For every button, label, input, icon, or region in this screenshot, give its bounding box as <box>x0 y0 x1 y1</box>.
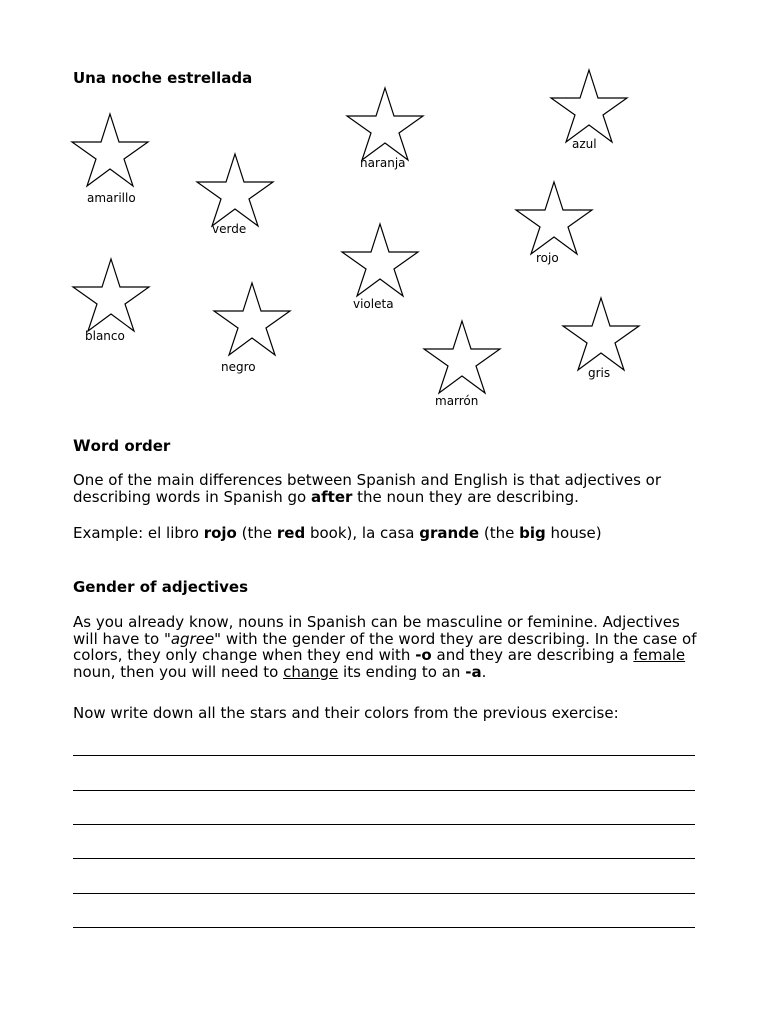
star-label-blanco: blanco <box>85 329 125 343</box>
word-order-text-end: the noun they are describing. <box>352 487 579 506</box>
example-grande: grande <box>419 524 480 542</box>
gender-a: a <box>471 662 482 681</box>
writing-line[interactable] <box>73 927 695 928</box>
star-icon <box>561 296 641 372</box>
star-icon <box>212 281 292 357</box>
star-icon <box>340 222 420 298</box>
gender-agree: "agree" <box>163 629 222 648</box>
example-text: Example: el libro <box>73 524 204 542</box>
star-icon <box>549 68 629 144</box>
example-rojo: rojo <box>203 524 237 542</box>
star-icon <box>195 152 275 228</box>
gender-paragraph <box>73 614 703 680</box>
star-label-violeta: violeta <box>353 297 394 311</box>
word-order-paragraph <box>73 472 713 505</box>
writing-line[interactable] <box>73 858 695 859</box>
example-text: (the <box>479 524 520 542</box>
example-red: red <box>276 524 306 542</box>
example-text: house) <box>545 524 602 542</box>
gender-dash: - <box>465 662 472 681</box>
instruction-text: Now write down all the stars and their colors from the previous exercise: <box>73 704 619 722</box>
writing-line[interactable] <box>73 755 695 756</box>
star-label-marron: marrón <box>435 394 479 408</box>
writing-line[interactable] <box>73 893 695 894</box>
star-label-rojo: rojo <box>536 251 559 265</box>
star-icon <box>422 319 502 395</box>
star-label-negro: negro <box>221 360 256 374</box>
star-label-amarillo: amarillo <box>87 191 136 205</box>
star-label-verde: verde <box>212 222 247 236</box>
word-order-text: One of the main differences between Spanish and English is that adjectives or describing words in Spanish go <box>73 471 662 506</box>
star-icon <box>70 112 150 188</box>
example-big: big <box>519 524 546 542</box>
gender-female: female <box>633 646 686 664</box>
gender-heading: Gender of adjectives <box>73 578 249 596</box>
gender-text: and they are describing a <box>431 646 634 664</box>
star-icon <box>514 180 594 256</box>
gender-dash: - <box>415 646 422 664</box>
star-icon <box>71 257 151 333</box>
word-order-after: after <box>311 487 353 506</box>
example-text: book), la casa <box>305 524 420 542</box>
writing-line[interactable] <box>73 824 695 825</box>
gender-text: noun, then you will need to <box>73 662 284 681</box>
gender-o: o <box>421 646 432 664</box>
page-title: Una noche estrellada <box>73 69 253 87</box>
gender-text: As you already know, nouns in Spanish can be masculine or feminine. Adjectives will have to <box>73 613 680 648</box>
word-order-heading-initial: W <box>73 436 91 455</box>
example-text: (the <box>236 524 277 542</box>
word-order-heading-rest: ord order <box>90 437 171 455</box>
writing-line[interactable] <box>73 790 695 791</box>
star-label-naranja: naranja <box>360 156 406 170</box>
star-label-gris: gris <box>588 366 611 380</box>
star-label-azul: azul <box>572 137 597 151</box>
gender-text: . <box>481 662 487 681</box>
star-icon <box>345 86 425 162</box>
gender-change: change <box>283 662 339 681</box>
gender-text: its ending to an <box>338 662 466 681</box>
word-order-heading <box>73 436 170 455</box>
example-line <box>73 525 713 542</box>
gender-text: with the gender of the word they are describing. In the case of colors, they only change when they end with <box>73 629 697 664</box>
